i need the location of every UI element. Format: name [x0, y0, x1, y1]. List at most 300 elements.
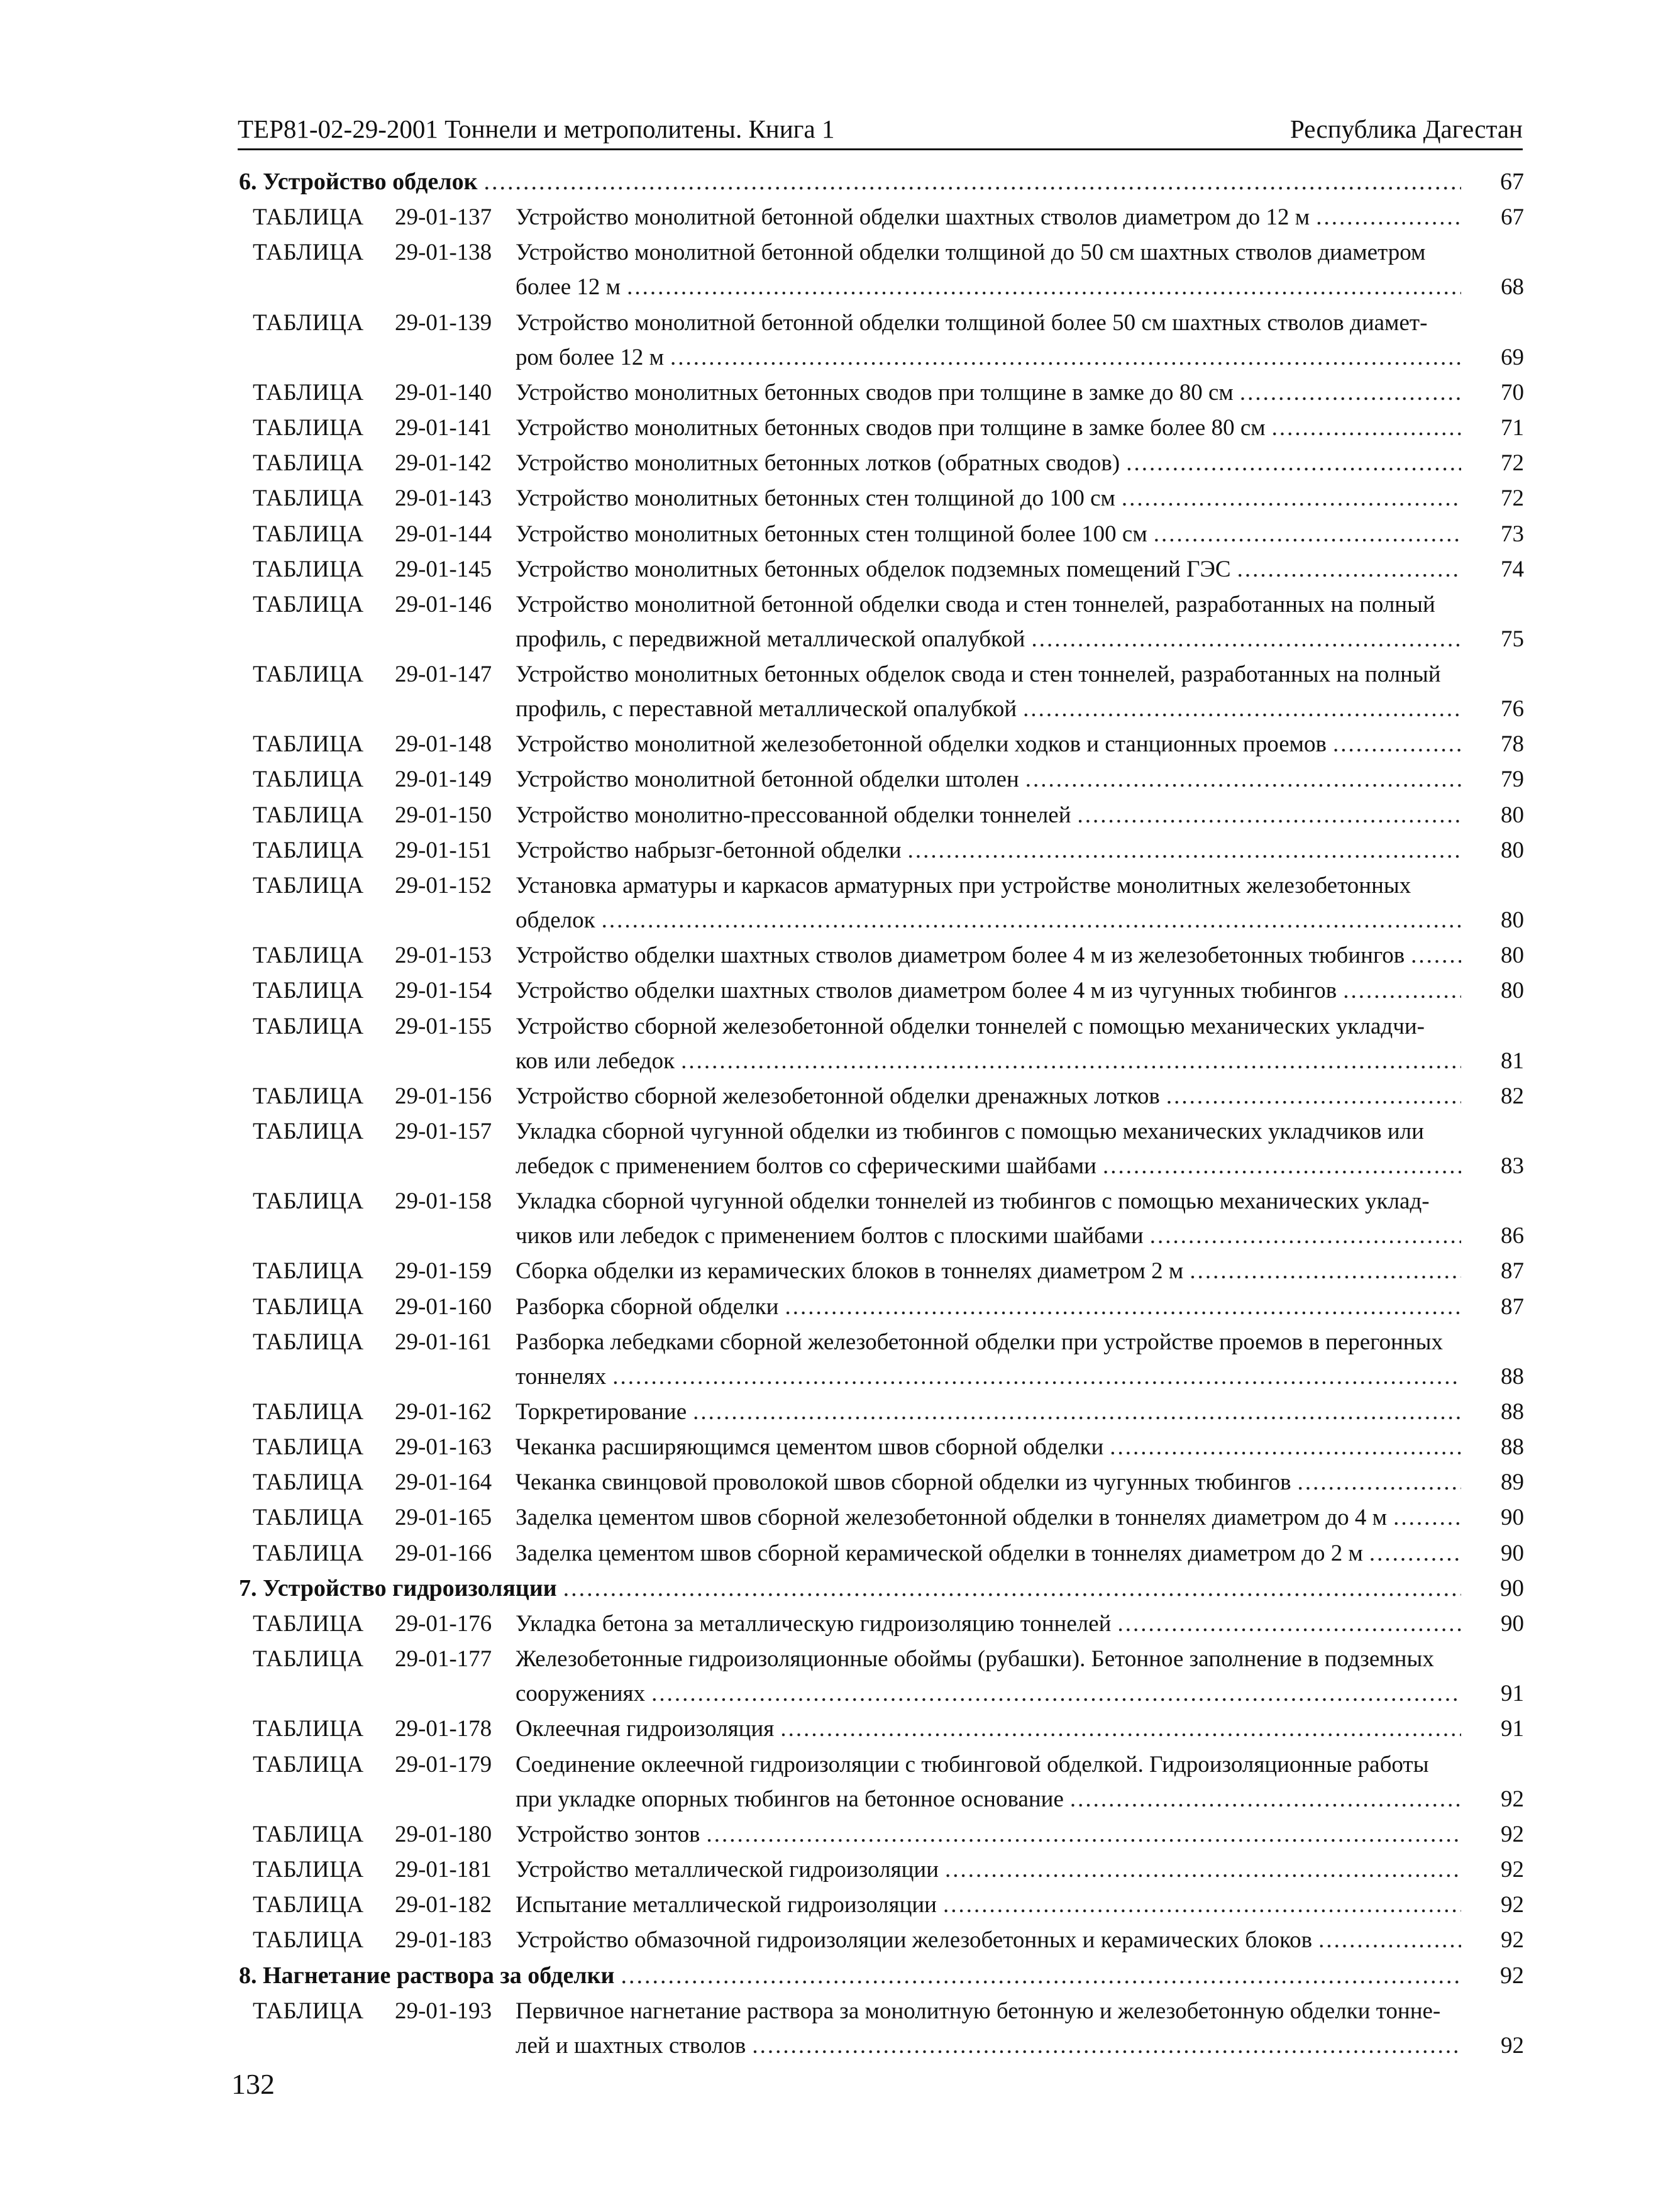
toc-entry-code: 29-01-165 — [395, 1505, 492, 1531]
toc-entry — [239, 587, 1524, 656]
toc-entry — [239, 1325, 1524, 1394]
dot-leader — [1070, 1782, 1461, 1817]
toc-section-title: 8. Нагнетание раствора за обделки — [239, 1962, 615, 1989]
toc-entry-line: Установка арматуры и каркасов арматурных при устройстве монолитных железобетонных — [516, 873, 1411, 899]
toc-entry-code: 29-01-153 — [395, 943, 492, 969]
toc-page-number: 72 — [1501, 450, 1524, 477]
toc-entry — [239, 1923, 1524, 1957]
toc-page-number: 92 — [1501, 1892, 1524, 1918]
toc-entry-leader — [516, 517, 1461, 551]
toc-page-number: 90 — [1501, 1540, 1524, 1566]
toc-entry-leader — [516, 1500, 1461, 1535]
toc-entry-label: ТАБЛИЦА — [253, 1927, 364, 1954]
toc-page-number: 90 — [1501, 1611, 1524, 1637]
toc-entry-line: Заделка цементом швов сборной керамической обделки в тоннелях диаметром до 2 м — [516, 1540, 1363, 1566]
toc-entry-code: 29-01-181 — [395, 1856, 492, 1883]
toc-entry — [239, 1114, 1524, 1183]
toc-page-number: 80 — [1501, 943, 1524, 969]
dot-leader — [1126, 446, 1461, 480]
toc-entry — [239, 1465, 1524, 1500]
toc-entry — [239, 1430, 1524, 1464]
toc-entry-text — [516, 833, 1461, 868]
toc-page-number: 87 — [1501, 1293, 1524, 1320]
toc-entry-text — [516, 200, 1461, 235]
toc-entry-line: Устройство монолитно-прессованной обделки тоннелей — [516, 802, 1071, 828]
toc-entry-code: 29-01-162 — [395, 1398, 492, 1425]
dot-leader — [1318, 1923, 1461, 1957]
toc-section — [239, 1959, 1524, 1993]
toc-page-number: 71 — [1501, 414, 1524, 441]
toc-entry-code: 29-01-147 — [395, 661, 492, 688]
dot-leader — [602, 903, 1461, 937]
toc-entry-text — [516, 552, 1461, 587]
toc-entry-line: Первичное нагнетание раствора за монолитную бетонную и железобетонную обделки тонне- — [516, 1998, 1441, 2024]
toc-section-leader — [239, 1959, 1461, 1993]
toc-page-number: 70 — [1501, 379, 1524, 406]
toc-entry-label: ТАБЛИЦА — [253, 1856, 364, 1883]
dot-leader — [1343, 973, 1461, 1008]
toc-entry-line: Чеканка расширяющимся цементом швов сборной обделки — [516, 1434, 1104, 1461]
toc-entry-line: лебедок с применением болтов со сферическими шайбами — [516, 1153, 1096, 1179]
toc-entry-label: ТАБЛИЦА — [253, 1188, 364, 1215]
toc-entry-label: ТАБЛИЦА — [253, 802, 364, 828]
toc-entry — [239, 375, 1524, 410]
toc-entry — [239, 552, 1524, 587]
toc-entry-label: ТАБЛИЦА — [253, 1716, 364, 1742]
dot-leader — [1078, 798, 1461, 832]
dot-leader — [1393, 1500, 1461, 1535]
toc-entry — [239, 1642, 1524, 1711]
toc-entry-line: Устройство монолитных бетонных лотков (обратных сводов) — [516, 450, 1120, 477]
toc-entry-label: ТАБЛИЦА — [253, 1821, 364, 1847]
toc-page-number: 82 — [1501, 1083, 1524, 1109]
toc-entry-code: 29-01-156 — [395, 1083, 492, 1109]
toc-entry-line: ром более 12 м — [516, 344, 665, 370]
toc-entry-label: ТАБЛИЦА — [253, 414, 364, 441]
toc-entry-code: 29-01-148 — [395, 731, 492, 758]
toc-entry-code: 29-01-140 — [395, 379, 492, 406]
dot-leader — [1025, 762, 1461, 797]
header-region: Республика Дагестан — [1290, 114, 1523, 143]
toc-entry-text — [516, 481, 1461, 516]
toc-entry-label: ТАБЛИЦА — [253, 1329, 364, 1355]
toc-entry-leader — [516, 200, 1461, 235]
toc-entry-leader — [516, 903, 1461, 937]
toc-entry — [239, 446, 1524, 480]
toc-entry — [239, 798, 1524, 832]
toc-entry-line: ков или лебедок — [516, 1048, 675, 1074]
dot-leader — [780, 1712, 1461, 1746]
running-header — [238, 109, 1523, 148]
toc-entry-leader — [516, 1712, 1461, 1746]
toc-entry — [239, 973, 1524, 1008]
toc-entry-line: Разборка сборной обделки — [516, 1293, 779, 1320]
toc-entry-leader — [516, 1923, 1461, 1957]
toc-entry-line: Заделка цементом швов сборной железобетонной обделки в тоннелях диаметром до 4 м — [516, 1505, 1388, 1531]
dot-leader — [651, 1676, 1461, 1711]
dot-leader — [1166, 1079, 1461, 1114]
dot-leader — [612, 1359, 1461, 1394]
toc-entry-line: Устройство монолитных бетонных обделок подземных помещений ГЭС — [516, 556, 1231, 582]
toc-entry-code: 29-01-142 — [395, 450, 492, 477]
toc-entry-line: Устройство монолитных бетонных сводов при толщине в замке до 80 см — [516, 379, 1234, 406]
toc-entry-code: 29-01-154 — [395, 978, 492, 1004]
toc-entry — [239, 938, 1524, 973]
toc-entry-label: ТАБЛИЦА — [253, 521, 364, 547]
dot-leader — [945, 1852, 1461, 1887]
toc-entry-code: 29-01-157 — [395, 1118, 492, 1144]
toc-entry-line: Устройство металлической гидроизоляции — [516, 1856, 939, 1883]
toc-entry-code: 29-01-160 — [395, 1293, 492, 1320]
toc-entry-code: 29-01-163 — [395, 1434, 492, 1461]
toc-entry-line: Устройство обделки шахтных стволов диаметром более 4 м из железобетонных тюбингов — [516, 943, 1405, 969]
toc-entry-text — [516, 1852, 1461, 1887]
toc-page-number: 88 — [1501, 1398, 1524, 1425]
toc-page-number: 92 — [1501, 1856, 1524, 1883]
toc-entry-line: Устройство монолитной бетонной обделки толщиной более 50 см шахтных стволов диамет- — [516, 309, 1428, 336]
toc-entry — [239, 1994, 1524, 2063]
toc-section — [239, 165, 1524, 199]
toc-entry-leader — [516, 411, 1461, 445]
toc-entry-code: 29-01-159 — [395, 1258, 492, 1285]
toc-entry-line: Устройство монолитной бетонной обделки штолен — [516, 766, 1019, 793]
toc-entry — [239, 1606, 1524, 1641]
toc-entry-line: Разборка лебедками сборной железобетонной обделки при устройстве проемов в перегонных — [516, 1329, 1443, 1355]
toc-entry-label: ТАБЛИЦА — [253, 731, 364, 758]
toc-entry — [239, 306, 1524, 375]
toc-page-number: 92 — [1501, 1821, 1524, 1847]
dot-leader — [785, 1290, 1461, 1324]
toc-entry-label: ТАБЛИЦА — [253, 240, 364, 266]
toc-entry-code: 29-01-158 — [395, 1188, 492, 1215]
toc-entry-line: более 12 м — [516, 274, 621, 301]
toc-entry-leader — [516, 375, 1461, 410]
toc-entry-leader — [516, 1290, 1461, 1324]
toc-entry-label: ТАБЛИЦА — [253, 1998, 364, 2024]
header-title: ТЕР81-02-29-2001 Тоннели и метрополитены. Книга 1 — [238, 114, 835, 143]
toc-entry-code: 29-01-137 — [395, 204, 492, 231]
toc-entry-leader — [516, 727, 1461, 761]
toc-entry-leader — [516, 1782, 1461, 1817]
toc-entry-text — [516, 1536, 1461, 1571]
toc-entry-leader — [516, 1606, 1461, 1641]
toc-entry — [239, 1817, 1524, 1852]
toc-page-number: 81 — [1501, 1048, 1524, 1074]
toc-entry-text — [516, 411, 1461, 445]
toc-page-number: 73 — [1501, 521, 1524, 547]
toc-entry-leader — [516, 1079, 1461, 1114]
toc-entry-code: 29-01-149 — [395, 766, 492, 793]
toc-entry-code: 29-01-141 — [395, 414, 492, 441]
toc-entry-line: Устройство монолитных бетонных стен толщиной более 100 см — [516, 521, 1147, 547]
toc-section-title: 7. Устройство гидроизоляции — [239, 1574, 557, 1601]
toc-page-number: 87 — [1501, 1258, 1524, 1285]
toc-entry-line: Соединение оклеечной гидроизоляции с тюбинговой обделкой. Гидроизоляционные работы — [516, 1751, 1429, 1778]
toc-entry-text — [516, 1465, 1461, 1500]
toc-entry — [239, 1395, 1524, 1429]
toc-entry-label: ТАБЛИЦА — [253, 1611, 364, 1637]
toc-entry-label: ТАБЛИЦА — [253, 1013, 364, 1039]
toc-page-number: 78 — [1501, 731, 1524, 758]
toc-entry-text — [516, 973, 1461, 1008]
toc-entry-code: 29-01-164 — [395, 1469, 492, 1496]
toc-entry-text — [516, 1500, 1461, 1535]
toc-entry-code: 29-01-182 — [395, 1892, 492, 1918]
toc-entry-text — [516, 1994, 1461, 2063]
toc-entry — [239, 481, 1524, 516]
toc-entry — [239, 833, 1524, 868]
toc-entry-label: ТАБЛИЦА — [253, 661, 364, 688]
toc-entry-label: ТАБЛИЦА — [253, 450, 364, 477]
toc-page-number: 67 — [1501, 204, 1524, 231]
toc-entry-text — [516, 1888, 1461, 1922]
toc-page-number: 74 — [1501, 556, 1524, 582]
toc-entry-label: ТАБЛИЦА — [253, 556, 364, 582]
toc-entry-text — [516, 1642, 1461, 1711]
toc-entry-label: ТАБЛИЦА — [253, 978, 364, 1004]
toc-entry-line: Устройство монолитной бетонной обделки толщиной до 50 см шахтных стволов диаметром — [516, 240, 1426, 266]
toc-entry — [239, 1500, 1524, 1535]
toc-entry-leader — [516, 340, 1461, 375]
toc-entry-line: Устройство монолитной бетонной обделки шахтных стволов диаметром до 12 м — [516, 204, 1310, 231]
toc-entry-label: ТАБЛИЦА — [253, 1646, 364, 1673]
toc-entry-label: ТАБЛИЦА — [253, 943, 364, 969]
toc-entry-line: Оклеечная гидроизоляция — [516, 1716, 775, 1742]
toc-entry-leader — [516, 1430, 1461, 1464]
toc-entry-line: Устройство зонтов — [516, 1821, 700, 1847]
toc-entry-code: 29-01-183 — [395, 1927, 492, 1954]
toc-entry-line: при укладке опорных тюбингов на бетонное основание — [516, 1786, 1064, 1812]
toc-entry — [239, 1712, 1524, 1746]
toc-entry — [239, 657, 1524, 726]
dot-leader — [908, 833, 1461, 868]
toc-page-number: 72 — [1501, 485, 1524, 512]
toc-entry-text — [516, 868, 1461, 937]
dot-leader — [1316, 200, 1461, 235]
toc-entry-text — [516, 1079, 1461, 1114]
dot-leader — [1110, 1430, 1461, 1464]
toc-entry-text — [516, 235, 1461, 304]
toc-entry-line: Устройство обделки шахтных стволов диаметром более 4 м из чугунных тюбингов — [516, 978, 1337, 1004]
toc-entry — [239, 1852, 1524, 1887]
toc-entry-text — [516, 798, 1461, 832]
toc-entry-line: Устройство сборной железобетонной обделки дренажных лотков — [516, 1083, 1160, 1109]
toc-entry-line: Устройство обмазочной гидроизоляции железобетонных и керамических блоков — [516, 1927, 1313, 1954]
toc-page-number: 67 — [1500, 169, 1524, 195]
dot-leader — [483, 165, 1461, 199]
toc-entry-text — [516, 762, 1461, 797]
toc-entry — [239, 1747, 1524, 1817]
toc-page-number: 90 — [1500, 1574, 1524, 1601]
page-number: 132 — [231, 2068, 275, 2100]
toc-page-number: 91 — [1501, 1681, 1524, 1707]
toc-entry-label: ТАБЛИЦА — [253, 1083, 364, 1109]
toc-entry-line: Укладка бетона за металлическую гидроизоляцию тоннелей — [516, 1611, 1112, 1637]
toc-entry-text — [516, 517, 1461, 551]
toc-page-number: 90 — [1501, 1505, 1524, 1531]
toc-entry — [239, 1184, 1524, 1253]
dot-leader — [707, 1817, 1461, 1852]
toc-entry-leader — [516, 1395, 1461, 1429]
toc-entry-leader — [516, 1359, 1461, 1394]
toc-page-number: 76 — [1501, 696, 1524, 722]
toc-entry-text — [516, 1923, 1461, 1957]
dot-leader — [670, 340, 1461, 375]
toc-entry-code: 29-01-144 — [395, 521, 492, 547]
toc-entry-text — [516, 1114, 1461, 1183]
toc-entry-leader — [516, 938, 1461, 973]
toc-entry-text — [516, 938, 1461, 973]
toc-entry-label: ТАБЛИЦА — [253, 837, 364, 863]
dot-leader — [1122, 481, 1461, 516]
toc-entry-text — [516, 1747, 1461, 1817]
dot-leader — [681, 1044, 1461, 1078]
toc-section-leader — [239, 165, 1461, 199]
dot-leader — [1150, 1219, 1461, 1253]
toc-page-number: 88 — [1501, 1434, 1524, 1461]
toc-entry-leader — [516, 1465, 1461, 1500]
dot-leader — [1031, 622, 1461, 656]
toc-entry-leader — [516, 1219, 1461, 1253]
toc-entry-text — [516, 375, 1461, 410]
toc-entry-code: 29-01-139 — [395, 309, 492, 336]
toc-entry — [239, 1536, 1524, 1571]
toc-section-leader — [239, 1571, 1461, 1606]
toc-entry — [239, 200, 1524, 235]
toc-entry-text — [516, 306, 1461, 375]
toc-entry-text — [516, 1712, 1461, 1746]
toc-entry-leader — [516, 762, 1461, 797]
toc-entry-line: Торкретирование — [516, 1398, 687, 1425]
toc-entry-line: Устройство монолитных бетонных обделок свода и стен тоннелей, разработанных на полный — [516, 661, 1441, 688]
toc-entry-line: чиков или лебедок с применением болтов с плоскими шайбами — [516, 1223, 1144, 1249]
toc-entry — [239, 1290, 1524, 1324]
toc-entry-label: ТАБЛИЦА — [253, 1505, 364, 1531]
toc-entry-leader — [516, 1888, 1461, 1922]
toc-page-number: 92 — [1500, 1962, 1524, 1989]
toc-entry-line: тоннелях — [516, 1363, 607, 1390]
toc-page-number: 83 — [1501, 1153, 1524, 1179]
toc-entry-leader — [516, 833, 1461, 868]
toc-entry-code: 29-01-150 — [395, 802, 492, 828]
toc-page-number: 80 — [1501, 978, 1524, 1004]
toc-entry-label: ТАБЛИЦА — [253, 1293, 364, 1320]
toc-entry-leader — [516, 1852, 1461, 1887]
toc-entry-line: Устройство сборной железобетонной обделки тоннелей с помощью механических укладчи- — [516, 1013, 1425, 1039]
toc-entry-text — [516, 1430, 1461, 1464]
dot-leader — [1103, 1149, 1461, 1183]
toc-entry-text — [516, 727, 1461, 761]
toc-page-number: 92 — [1501, 1927, 1524, 1954]
toc-entry — [239, 235, 1524, 304]
toc-entry-text — [516, 1395, 1461, 1429]
toc-entry — [239, 1009, 1524, 1078]
dot-leader — [1240, 375, 1461, 410]
toc-entry-label: ТАБЛИЦА — [253, 1540, 364, 1566]
toc-entry-leader — [516, 1044, 1461, 1078]
toc-page-number: 69 — [1501, 344, 1524, 370]
toc-entry-label: ТАБЛИЦА — [253, 1398, 364, 1425]
toc-entry-code: 29-01-193 — [395, 1998, 492, 2024]
toc-entry-label: ТАБЛИЦА — [253, 379, 364, 406]
toc-entry-label: ТАБЛИЦА — [253, 1469, 364, 1496]
toc-entry-leader — [516, 973, 1461, 1008]
dot-leader — [1117, 1606, 1461, 1641]
toc-entry-line: лей и шахтных стволов — [516, 2032, 746, 2059]
toc-entry-leader — [516, 1536, 1461, 1571]
toc-page-number: 92 — [1501, 1786, 1524, 1812]
toc-entry-line: обделок — [516, 907, 595, 933]
toc-entry-line: профиль, с переставной металлической опалубкой — [516, 696, 1017, 722]
toc-entry-label: ТАБЛИЦА — [253, 1118, 364, 1144]
toc-entry-code: 29-01-155 — [395, 1013, 492, 1039]
toc-entry-text — [516, 1606, 1461, 1641]
toc-page-number: 68 — [1501, 274, 1524, 301]
toc-entry — [239, 1254, 1524, 1288]
toc-page-number: 91 — [1501, 1716, 1524, 1742]
toc-entry-text — [516, 1290, 1461, 1324]
toc-entry-line: Устройство набрызг-бетонной обделки — [516, 837, 902, 863]
dot-leader — [621, 1959, 1461, 1993]
header-rule — [238, 148, 1523, 150]
dot-leader — [1369, 1536, 1461, 1571]
toc-page-number: 86 — [1501, 1223, 1524, 1249]
dot-leader — [1237, 552, 1461, 587]
toc-entry-text — [516, 1817, 1461, 1852]
toc-entry-code: 29-01-151 — [395, 837, 492, 863]
toc-entry-line: Устройство монолитных бетонных стен толщиной до 100 см — [516, 485, 1115, 512]
toc-entry-label: ТАБЛИЦА — [253, 1751, 364, 1778]
toc-entry-leader — [516, 481, 1461, 516]
toc-entry-text — [516, 446, 1461, 480]
toc-entry-label: ТАБЛИЦА — [253, 204, 364, 231]
toc-entry-leader — [516, 1149, 1461, 1183]
toc-entry-line: Чеканка свинцовой проволокой швов сборной обделки из чугунных тюбингов — [516, 1469, 1291, 1496]
toc-entry-label: ТАБЛИЦА — [253, 591, 364, 617]
toc-entry-label: ТАБЛИЦА — [253, 766, 364, 793]
dot-leader — [752, 2028, 1461, 2063]
toc-entry-leader — [516, 798, 1461, 832]
toc-entry — [239, 868, 1524, 937]
toc-entry-code: 29-01-145 — [395, 556, 492, 582]
toc-entry-code: 29-01-161 — [395, 1329, 492, 1355]
toc-entry-code: 29-01-179 — [395, 1751, 492, 1778]
toc-entry — [239, 1079, 1524, 1114]
toc-entry-line: профиль, с передвижной металлической опалубкой — [516, 626, 1025, 652]
toc-entry-label: ТАБЛИЦА — [253, 309, 364, 336]
toc-entry-line: Железобетонные гидроизоляционные обоймы (рубашки). Бетонное заполнение в подземных — [516, 1646, 1434, 1673]
toc-entry — [239, 762, 1524, 797]
toc-entry-line: Сборка обделки из керамических блоков в тоннелях диаметром 2 м — [516, 1258, 1184, 1285]
dot-leader — [1411, 938, 1461, 973]
toc-page-number: 89 — [1501, 1469, 1524, 1496]
dot-leader — [693, 1395, 1461, 1429]
toc-entry-leader — [516, 622, 1461, 656]
toc-entry-text — [516, 1009, 1461, 1078]
toc-page-number: 79 — [1501, 766, 1524, 793]
toc-page-number: 92 — [1501, 2032, 1524, 2059]
toc-entry-line: сооружениях — [516, 1681, 646, 1707]
dot-leader — [627, 270, 1461, 304]
dot-leader — [1272, 411, 1461, 445]
toc-page-number: 88 — [1501, 1363, 1524, 1390]
dot-leader — [1190, 1254, 1461, 1288]
toc-entry-line: Укладка сборной чугунной обделки тоннелей из тюбингов с помощью механических уклад- — [516, 1188, 1430, 1215]
toc-entry-leader — [516, 2028, 1461, 2063]
toc-entry-code: 29-01-152 — [395, 873, 492, 899]
dot-leader — [1023, 692, 1461, 726]
toc-entry-text — [516, 587, 1461, 656]
